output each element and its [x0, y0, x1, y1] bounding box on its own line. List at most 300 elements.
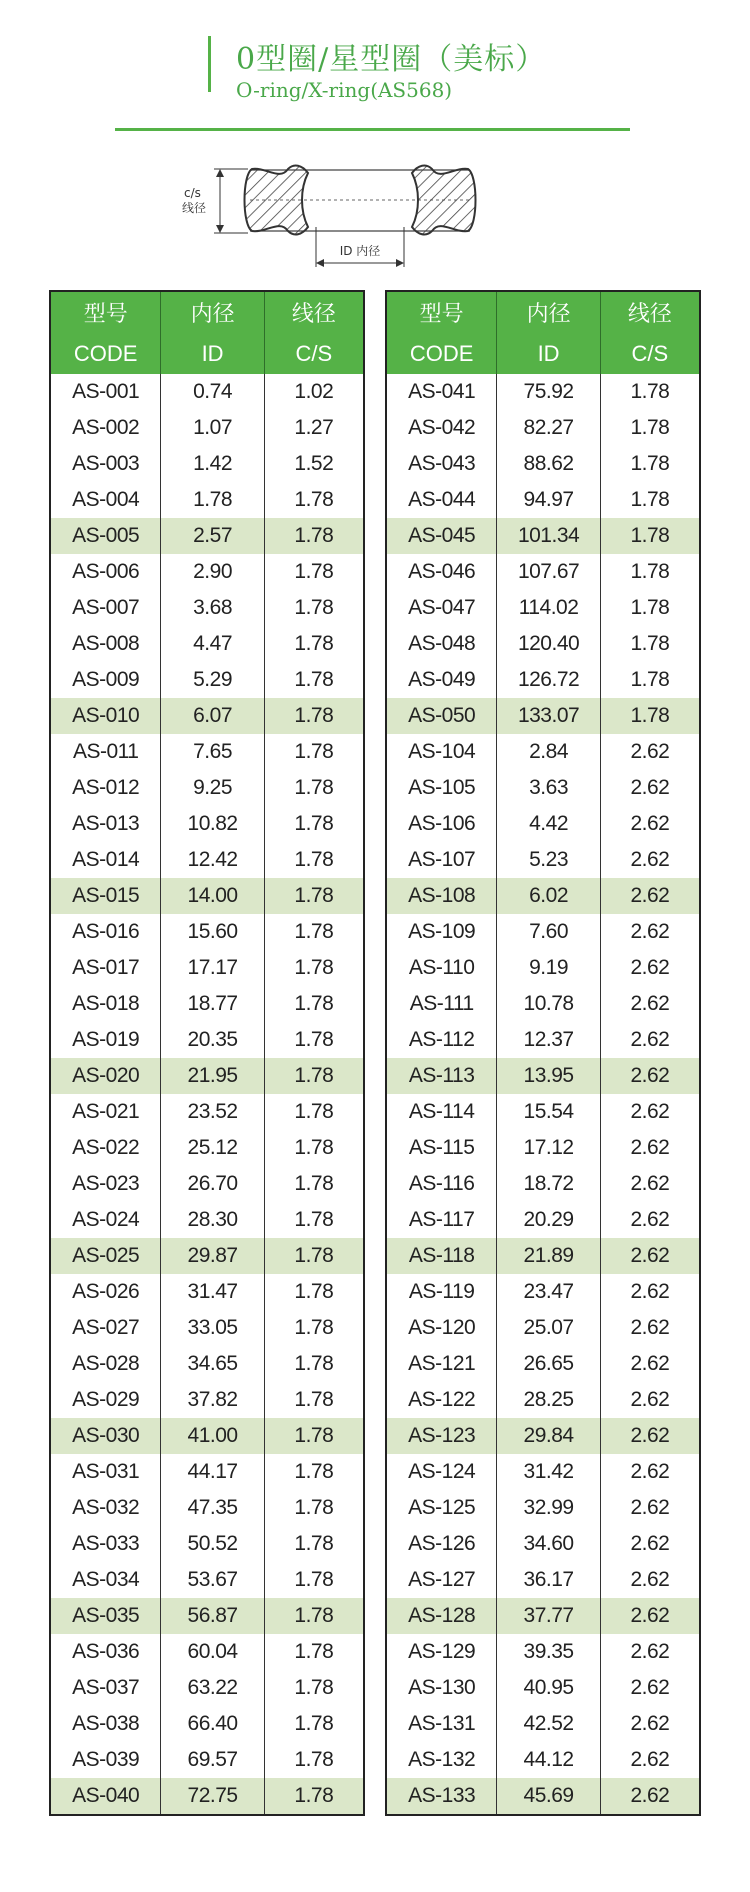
cell-code: AS-003 [72, 452, 140, 475]
cell-code: AS-132 [408, 1748, 476, 1771]
table-row [50, 1310, 364, 1346]
table-body-left [50, 374, 364, 1815]
cell-cs: 1.78 [600, 482, 700, 518]
cell-cs: 2.62 [600, 1346, 700, 1382]
cell-cs: 1.78 [264, 1526, 364, 1562]
cell-id: 88.62 [497, 446, 600, 482]
cell-id: 17.12 [497, 1130, 600, 1166]
cell-code: AS-042 [408, 416, 476, 439]
table-row [50, 1562, 364, 1598]
cell-cs: 2.62 [600, 734, 700, 770]
cell-id: 33.05 [161, 1310, 264, 1346]
cell-cs: 1.78 [264, 1454, 364, 1490]
cell-cs: 1.78 [600, 698, 700, 734]
table-row [386, 914, 700, 950]
cell-cs: 2.62 [600, 1706, 700, 1742]
cell-code: AS-021 [72, 1100, 140, 1123]
cell-cs: 2.62 [600, 1562, 700, 1598]
cell-id: 26.70 [161, 1166, 264, 1202]
cell-id: 7.60 [497, 914, 600, 950]
cell-cs: 2.62 [600, 1274, 700, 1310]
cell-cs: 2.62 [600, 1526, 700, 1562]
cell-code: AS-027 [72, 1316, 140, 1339]
cell-id: 56.87 [161, 1598, 264, 1634]
cell-cs: 2.62 [600, 1670, 700, 1706]
cell-id: 34.65 [161, 1346, 264, 1382]
cell-id: 0.74 [161, 374, 264, 410]
cell-id: 82.27 [497, 410, 600, 446]
cell-id: 25.12 [161, 1130, 264, 1166]
cell-code: AS-010 [50, 698, 161, 734]
cell-code: AS-029 [72, 1388, 140, 1411]
cell-code: AS-036 [72, 1640, 140, 1663]
id-label: ID 内径 [339, 244, 381, 258]
cell-code: AS-109 [408, 920, 476, 943]
table-row [50, 410, 364, 446]
table-row [50, 1706, 364, 1742]
cell-cs: 2.62 [600, 950, 700, 986]
cell-id: 47.35 [161, 1490, 264, 1526]
cell-cs: 1.78 [264, 842, 364, 878]
cell-id: 126.72 [497, 662, 600, 698]
cell-id: 45.69 [497, 1778, 600, 1815]
cell-cs: 2.62 [600, 1382, 700, 1418]
cell-cs: 1.78 [264, 590, 364, 626]
table-row [386, 950, 700, 986]
cell-code: AS-014 [72, 848, 140, 871]
cell-cs: 1.78 [264, 1130, 364, 1166]
cell-code: AS-114 [408, 1100, 475, 1123]
cell-code: AS-104 [408, 740, 476, 763]
table-row [386, 1742, 700, 1778]
cell-code: AS-028 [72, 1352, 140, 1375]
cell-id: 28.30 [161, 1202, 264, 1238]
cell-id: 6.07 [161, 698, 264, 734]
cell-cs: 1.78 [264, 1022, 364, 1058]
table-row [50, 950, 364, 986]
cell-code: AS-031 [72, 1460, 140, 1483]
col-header-cs-cn: 线径 [264, 291, 364, 333]
cell-cs: 2.62 [600, 1778, 700, 1815]
cell-code: AS-007 [72, 596, 140, 619]
table-row [50, 1130, 364, 1166]
table-row [386, 770, 700, 806]
header-divider [115, 128, 630, 131]
table-row [50, 482, 364, 518]
cell-cs: 1.78 [264, 1418, 364, 1454]
cell-id: 17.17 [161, 950, 264, 986]
table-body-right [386, 374, 700, 1815]
cell-id: 53.67 [161, 1562, 264, 1598]
table-row [386, 1166, 700, 1202]
table-row [386, 662, 700, 698]
cell-cs: 2.62 [600, 878, 700, 914]
cell-id: 60.04 [161, 1634, 264, 1670]
table-row [386, 1022, 700, 1058]
cell-id: 42.52 [497, 1706, 600, 1742]
cell-id: 44.12 [497, 1742, 600, 1778]
cell-id: 44.17 [161, 1454, 264, 1490]
cell-id: 28.25 [497, 1382, 600, 1418]
cell-code: AS-041 [408, 380, 476, 403]
cell-cs: 1.78 [264, 1202, 364, 1238]
table-row [386, 410, 700, 446]
table-row [386, 1130, 700, 1166]
cell-code: AS-108 [386, 878, 497, 914]
cell-cs: 2.62 [600, 914, 700, 950]
cell-cs: 1.78 [264, 1346, 364, 1382]
cell-code: AS-133 [386, 1778, 497, 1815]
cell-cs: 1.27 [264, 410, 364, 446]
table-row [50, 1742, 364, 1778]
col-header-id: ID [161, 333, 264, 374]
cell-code: AS-037 [72, 1676, 140, 1699]
cell-cs: 2.62 [600, 1130, 700, 1166]
cell-id: 10.78 [497, 986, 600, 1022]
cell-code: AS-043 [408, 452, 476, 475]
cell-code: AS-116 [408, 1172, 475, 1195]
col-header-id-cn: 内径 [161, 291, 264, 333]
cell-id: 1.78 [161, 482, 264, 518]
cell-id: 63.22 [161, 1670, 264, 1706]
cell-cs: 2.62 [600, 806, 700, 842]
cell-cs: 2.62 [600, 1490, 700, 1526]
table-row [50, 446, 364, 482]
cell-code: AS-128 [386, 1598, 497, 1634]
table-row [386, 1778, 700, 1815]
table-row [386, 1634, 700, 1670]
cell-cs: 1.78 [264, 878, 364, 914]
cell-code: AS-111 [409, 992, 474, 1015]
cell-id: 5.23 [497, 842, 600, 878]
cell-cs: 2.62 [600, 1634, 700, 1670]
table-row [50, 698, 364, 734]
table-row [386, 554, 700, 590]
cell-code: AS-045 [386, 518, 497, 554]
cell-cs: 1.78 [264, 1238, 364, 1274]
cell-cs: 1.78 [264, 1598, 364, 1634]
cell-id: 114.02 [497, 590, 600, 626]
cell-code: AS-013 [72, 812, 140, 835]
cell-cs: 2.62 [600, 1598, 700, 1634]
cell-id: 23.52 [161, 1094, 264, 1130]
cell-code: AS-017 [72, 956, 140, 979]
table-row [386, 1202, 700, 1238]
cell-code: AS-001 [72, 380, 140, 403]
table-row [50, 1418, 364, 1454]
cell-cs: 1.78 [600, 410, 700, 446]
cell-code: AS-019 [72, 1028, 140, 1051]
cell-cs: 1.78 [600, 590, 700, 626]
table-row [50, 662, 364, 698]
cell-cs: 2.62 [600, 1166, 700, 1202]
cell-code: AS-038 [72, 1712, 140, 1735]
cell-id: 12.37 [497, 1022, 600, 1058]
table-row [50, 626, 364, 662]
cell-cs: 1.78 [264, 1742, 364, 1778]
table-row [386, 1238, 700, 1274]
table-row [386, 1670, 700, 1706]
cell-code: AS-040 [50, 1778, 161, 1815]
cell-id: 10.82 [161, 806, 264, 842]
cell-code: AS-106 [408, 812, 476, 835]
cell-code: AS-018 [72, 992, 140, 1015]
cell-cs: 1.02 [264, 374, 364, 410]
cell-code: AS-034 [72, 1568, 140, 1591]
cell-code: AS-004 [72, 488, 140, 511]
cell-id: 21.95 [161, 1058, 264, 1094]
cell-id: 1.42 [161, 446, 264, 482]
title-accent-bar [208, 36, 211, 92]
cell-id: 101.34 [497, 518, 600, 554]
cell-cs: 1.78 [600, 518, 700, 554]
cell-cs: 1.78 [264, 950, 364, 986]
header-row-en [386, 333, 700, 374]
cell-cs: 1.78 [600, 626, 700, 662]
cell-code: AS-032 [72, 1496, 140, 1519]
table-row [386, 1274, 700, 1310]
table-row [386, 698, 700, 734]
cell-id: 120.40 [497, 626, 600, 662]
cell-cs: 1.78 [264, 1634, 364, 1670]
table-row [50, 554, 364, 590]
cell-code: AS-025 [50, 1238, 161, 1274]
cell-code: AS-126 [408, 1532, 476, 1555]
cell-code: AS-127 [408, 1568, 476, 1591]
cell-id: 31.47 [161, 1274, 264, 1310]
cell-cs: 1.78 [600, 446, 700, 482]
table-row [386, 1562, 700, 1598]
cell-code: AS-033 [72, 1532, 140, 1555]
cell-cs: 1.78 [264, 986, 364, 1022]
cell-code: AS-026 [72, 1280, 140, 1303]
table-row [50, 770, 364, 806]
col-header-id: ID [497, 333, 600, 374]
cell-id: 34.60 [497, 1526, 600, 1562]
cell-code: AS-113 [386, 1058, 497, 1094]
table-row [386, 626, 700, 662]
table-row [50, 1058, 364, 1094]
cell-id: 32.99 [497, 1490, 600, 1526]
cell-cs: 1.78 [264, 698, 364, 734]
cell-id: 4.42 [497, 806, 600, 842]
cell-code: AS-016 [72, 920, 140, 943]
cell-code: AS-131 [408, 1712, 476, 1735]
cell-code: AS-046 [408, 560, 476, 583]
cell-id: 31.42 [497, 1454, 600, 1490]
cell-id: 18.77 [161, 986, 264, 1022]
col-header-cs: C/S [264, 333, 364, 374]
cell-cs: 1.78 [264, 626, 364, 662]
col-header-code: CODE [50, 333, 161, 374]
table-row [50, 1778, 364, 1815]
spec-table-left [49, 290, 365, 1816]
table-row [50, 914, 364, 950]
col-header-code-cn: 型号 [386, 291, 497, 333]
right-section-shape [412, 166, 476, 235]
cell-cs: 1.52 [264, 446, 364, 482]
cell-cs: 2.62 [600, 1742, 700, 1778]
cell-code: AS-112 [408, 1028, 475, 1051]
cell-id: 39.35 [497, 1634, 600, 1670]
table-row [50, 1454, 364, 1490]
cell-cs: 1.78 [264, 1166, 364, 1202]
cell-cs: 1.78 [264, 734, 364, 770]
cell-cs: 2.62 [600, 1238, 700, 1274]
cell-id: 4.47 [161, 626, 264, 662]
table-row [50, 986, 364, 1022]
cell-id: 3.63 [497, 770, 600, 806]
table-row [50, 1274, 364, 1310]
table-row [50, 1670, 364, 1706]
cell-id: 20.35 [161, 1022, 264, 1058]
page-header [0, 0, 750, 140]
cell-code: AS-107 [408, 848, 476, 871]
cell-id: 12.42 [161, 842, 264, 878]
table-row [50, 1526, 364, 1562]
cell-code: AS-130 [408, 1676, 476, 1699]
cell-code: AS-115 [408, 1136, 475, 1159]
cell-cs: 2.62 [600, 1058, 700, 1094]
cell-code: AS-020 [50, 1058, 161, 1094]
table-row [386, 374, 700, 410]
cell-id: 133.07 [497, 698, 600, 734]
cell-id: 25.07 [497, 1310, 600, 1346]
cell-code: AS-105 [408, 776, 476, 799]
col-header-id-cn: 内径 [497, 291, 600, 333]
cell-id: 2.57 [161, 518, 264, 554]
cell-code: AS-012 [72, 776, 140, 799]
cell-id: 36.17 [497, 1562, 600, 1598]
page-subtitle: O-ring/X-ring(AS568) [236, 78, 453, 102]
cell-code: AS-011 [72, 740, 139, 763]
cell-cs: 2.62 [600, 770, 700, 806]
table-row [386, 986, 700, 1022]
table-row [50, 1490, 364, 1526]
cell-id: 26.65 [497, 1346, 600, 1382]
cell-id: 107.67 [497, 554, 600, 590]
cell-id: 23.47 [497, 1274, 600, 1310]
cell-id: 3.68 [161, 590, 264, 626]
cell-cs: 1.78 [264, 806, 364, 842]
header-row-cn [50, 291, 364, 333]
table-row [386, 1094, 700, 1130]
table-row [50, 374, 364, 410]
table-row [386, 1490, 700, 1526]
cell-code: AS-121 [408, 1352, 476, 1375]
cell-id: 15.54 [497, 1094, 600, 1130]
cell-code: AS-118 [386, 1238, 497, 1274]
cs-label: c/s [184, 186, 201, 200]
cell-id: 41.00 [161, 1418, 264, 1454]
spec-table-right [385, 290, 701, 1816]
cell-id: 40.95 [497, 1670, 600, 1706]
cell-id: 20.29 [497, 1202, 600, 1238]
cell-cs: 1.78 [264, 1670, 364, 1706]
cell-code: AS-024 [72, 1208, 140, 1231]
cell-code: AS-049 [408, 668, 476, 691]
table-row [386, 1454, 700, 1490]
cell-code: AS-119 [408, 1280, 475, 1303]
cell-cs: 2.62 [600, 1202, 700, 1238]
cell-id: 18.72 [497, 1166, 600, 1202]
cell-code: AS-030 [50, 1418, 161, 1454]
cell-code: AS-039 [72, 1748, 140, 1771]
col-header-code: CODE [386, 333, 497, 374]
cell-id: 50.52 [161, 1526, 264, 1562]
cell-id: 9.25 [161, 770, 264, 806]
cell-cs: 1.78 [264, 1382, 364, 1418]
table-row [386, 806, 700, 842]
cell-code: AS-008 [72, 632, 140, 655]
cell-cs: 1.78 [600, 662, 700, 698]
table-row [50, 806, 364, 842]
table-row [50, 878, 364, 914]
table-row [50, 1346, 364, 1382]
table-row [386, 842, 700, 878]
table-row [50, 842, 364, 878]
cell-cs: 1.78 [264, 518, 364, 554]
cell-cs: 1.78 [264, 1562, 364, 1598]
table-row [50, 1238, 364, 1274]
cell-id: 21.89 [497, 1238, 600, 1274]
cell-code: AS-015 [50, 878, 161, 914]
cell-id: 66.40 [161, 1706, 264, 1742]
cell-code: AS-047 [408, 596, 476, 619]
table-row [50, 1598, 364, 1634]
cell-id: 2.90 [161, 554, 264, 590]
table-row [50, 1382, 364, 1418]
table-row [386, 1598, 700, 1634]
table-row [50, 590, 364, 626]
cell-cs: 2.62 [600, 1094, 700, 1130]
cell-code: AS-120 [408, 1316, 476, 1339]
page-title: 0型圈/星型圈（美标） [236, 42, 547, 77]
table-row [386, 1382, 700, 1418]
cell-id: 29.87 [161, 1238, 264, 1274]
table-row [50, 1094, 364, 1130]
table-row [386, 1310, 700, 1346]
cell-cs: 2.62 [600, 842, 700, 878]
left-section-shape [245, 166, 309, 235]
cell-code: AS-050 [386, 698, 497, 734]
header-row-en [50, 333, 364, 374]
cell-code: AS-110 [408, 956, 475, 979]
cell-cs: 1.78 [264, 1778, 364, 1815]
cell-cs: 2.62 [600, 1310, 700, 1346]
cell-code: AS-124 [408, 1460, 476, 1483]
cell-id: 14.00 [161, 878, 264, 914]
table-row [50, 1166, 364, 1202]
cell-code: AS-006 [72, 560, 140, 583]
cell-cs: 2.62 [600, 1454, 700, 1490]
cell-code: AS-022 [72, 1136, 140, 1159]
cell-cs: 1.78 [600, 374, 700, 410]
table-row [386, 590, 700, 626]
col-header-cs: C/S [600, 333, 700, 374]
cell-cs: 1.78 [264, 1706, 364, 1742]
oring-cross-section-diagram [170, 155, 550, 280]
header-row-cn [386, 291, 700, 333]
cell-id: 5.29 [161, 662, 264, 698]
cell-id: 75.92 [497, 374, 600, 410]
table-row [386, 734, 700, 770]
cell-id: 13.95 [497, 1058, 600, 1094]
cell-code: AS-044 [408, 488, 476, 511]
cell-cs: 1.78 [264, 1490, 364, 1526]
cell-cs: 2.62 [600, 1418, 700, 1454]
cell-id: 37.82 [161, 1382, 264, 1418]
